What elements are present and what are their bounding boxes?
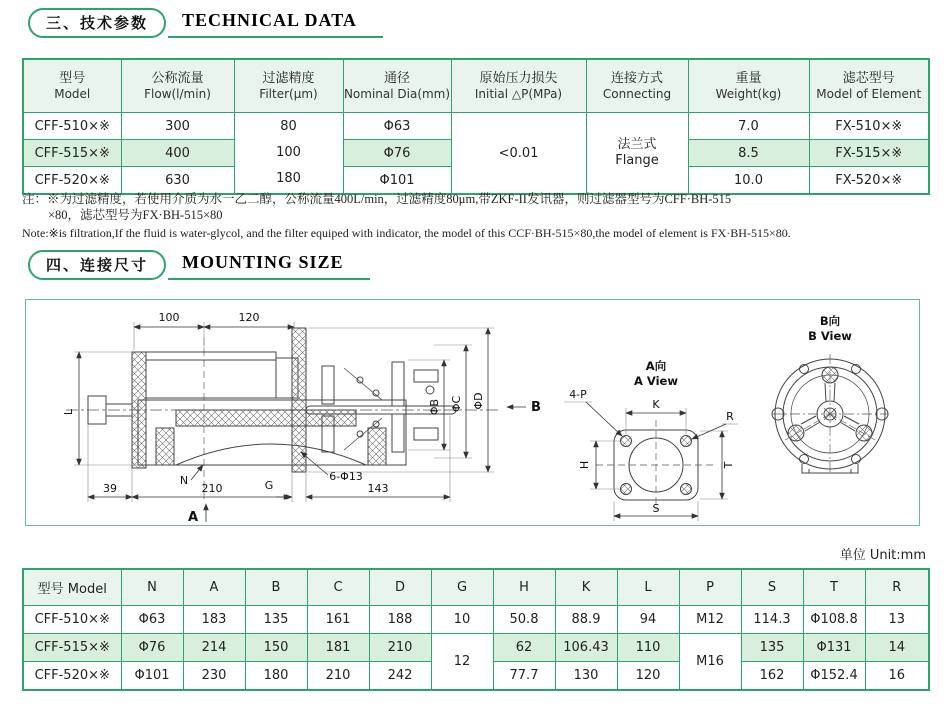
dim-S-label: S [652,502,660,515]
dim-H-label: H [578,460,591,470]
cell-T: Φ152.4 [803,662,865,691]
cell-D: 210 [369,634,431,662]
cell-H: 77.7 [493,662,555,691]
cell-model: CFF-520×※ [23,662,121,691]
cell-R: 16 [865,662,929,691]
a-view-title-en: A View [634,374,678,388]
cell-dia: Φ63 [343,113,451,140]
dim-143-label: 143 [367,482,389,495]
section3-english-title: TECHNICAL DATA [168,10,383,38]
col-C: C [307,569,369,606]
cell-C: 161 [307,606,369,634]
dim-120-label: 120 [238,311,260,324]
dim-phiD-label: ΦD [472,392,485,410]
dim-phiB-label: ΦB [428,398,441,416]
unit-label: 单位 Unit:mm [839,548,926,563]
col-model: 型号 Model [23,569,121,606]
cell-L: 94 [617,606,679,634]
cell-model: CFF-510×※ [23,113,121,140]
col-nominal-dia: 通径 Nominal Dia(mm) [343,59,451,113]
cell-K: 106.43 [555,634,617,662]
dim-39-label: 39 [103,482,117,495]
col-L: L [617,569,679,606]
cell-C: 210 [307,662,369,691]
col-filter: 过滤精度 Filter(μm) [234,59,343,113]
cell-D: 188 [369,606,431,634]
cell-A: 214 [183,634,245,662]
cell-connecting-merged: 法兰式 Flange [586,113,688,195]
label-G: G [264,479,274,492]
note-chinese: 注：※为过滤精度，若使用介质为水一乙二醇，公称流量400L/min，过滤精度80μm,带ZKF-II发讯器，则过滤器型号为CFF·BH-515 ×80，滤芯型号为FX·BH-515×80 [22,192,732,222]
cell-model: CFF-510×※ [23,606,121,634]
col-element-model: 滤芯型号 Model of Element [809,59,929,113]
cell-N: Φ76 [121,634,183,662]
section4-english-title: MOUNTING SIZE [168,252,370,280]
col-initial-p: 原始压力损失 Initial △P(MPa) [451,59,586,113]
technical-data-table [22,58,930,195]
dim-100-label: 100 [158,311,180,324]
col-G: G [431,569,493,606]
cell-P-merged: M16 [679,634,741,691]
notes-block [22,191,934,241]
view-arrow-B: B [531,400,541,415]
col-T: T [803,569,865,606]
cell-H: 62 [493,634,555,662]
mount-row-cff510 [23,606,929,634]
cell-model: CFF-515×※ [23,634,121,662]
tech-table-header-row [23,59,929,113]
section-technical-data-header [28,8,383,38]
section4-pill-title: 四、连接尺寸 [28,250,166,280]
a-view-title-cn: A向 [645,359,667,373]
view-arrow-A: A [188,510,199,523]
dim-K-label: K [652,398,660,411]
a-view-drawing [564,359,738,521]
col-N: N [121,569,183,606]
cell-S: 135 [741,634,803,662]
cell-C: 181 [307,634,369,662]
cell-K: 88.9 [555,606,617,634]
cell-D: 242 [369,662,431,691]
mounting-drawing-frame [25,299,920,526]
cell-K: 130 [555,662,617,691]
col-weight: 重量 Weight(kg) [688,59,809,113]
cell-G: 10 [431,606,493,634]
b-view-drawing [772,314,888,474]
cell-B: 150 [245,634,307,662]
mounting-drawing [26,300,919,523]
dim-L-label: L [62,408,75,416]
note-english: Note:※is filtration,If the fluid is water-glycol, and the filter equiped with indicator, the model of this CCF·BH-515×80,the model of element is FX·BH-515×80. [22,226,791,240]
dim-phiC-label: ΦC [450,395,463,413]
cell-B: 180 [245,662,307,691]
mounting-size-table [22,568,930,691]
cell-G-merged: 12 [431,634,493,691]
b-view-title-cn: B向 [819,314,841,328]
cell-weight: 8.5 [688,140,809,167]
cell-element: FX-510×※ [809,113,929,140]
col-R: R [865,569,929,606]
cell-dia: Φ101 [343,167,451,195]
col-S: S [741,569,803,606]
cell-N: Φ101 [121,662,183,691]
cell-weight: 7.0 [688,113,809,140]
cell-flow: 630 [121,167,234,195]
side-view-drawing [62,311,541,523]
cell-H: 50.8 [493,606,555,634]
col-H: H [493,569,555,606]
mount-table-header-row [23,569,929,606]
cell-weight: 10.0 [688,167,809,195]
label-N: N [179,474,189,487]
cell-dia: Φ76 [343,140,451,167]
col-K: K [555,569,617,606]
col-flow: 公称流量 Flow(l/min) [121,59,234,113]
cell-model: CFF-515×※ [23,140,121,167]
cell-L: 120 [617,662,679,691]
cell-element: FX-515×※ [809,140,929,167]
cell-R: 13 [865,606,929,634]
label-6-phi13: 6-Φ13 [329,470,363,483]
section-mounting-size-header [28,250,370,280]
col-D: D [369,569,431,606]
cell-N: Φ63 [121,606,183,634]
mount-row-cff515 [23,634,929,662]
dim-T-label: T [722,461,735,469]
col-P: P [679,569,741,606]
dim-210-label: 210 [201,482,223,495]
cell-flow: 400 [121,140,234,167]
cell-flow: 300 [121,113,234,140]
col-A: A [183,569,245,606]
cell-S: 114.3 [741,606,803,634]
col-B: B [245,569,307,606]
cell-B: 135 [245,606,307,634]
cell-model: CFF-520×※ [23,167,121,195]
b-view-title-en: B View [808,329,852,343]
cell-filter-merged: 80 100 180 [234,113,343,195]
cell-S: 162 [741,662,803,691]
cell-T: Φ131 [803,634,865,662]
col-connecting: 连接方式 Connecting [586,59,688,113]
cell-R: 14 [865,634,929,662]
cell-A: 183 [183,606,245,634]
cell-P: M12 [679,606,741,634]
col-model: 型号 Model [23,59,121,113]
cell-initial-p-merged: <0.01 [451,113,586,195]
cell-element: FX-520×※ [809,167,929,195]
cell-T: Φ108.8 [803,606,865,634]
cell-L: 110 [617,634,679,662]
section3-pill-title: 三、技术参数 [28,8,166,38]
label-R: R [726,410,734,423]
label-4-P: 4-P [569,388,587,401]
cell-A: 230 [183,662,245,691]
tech-row-cff510 [23,113,929,140]
